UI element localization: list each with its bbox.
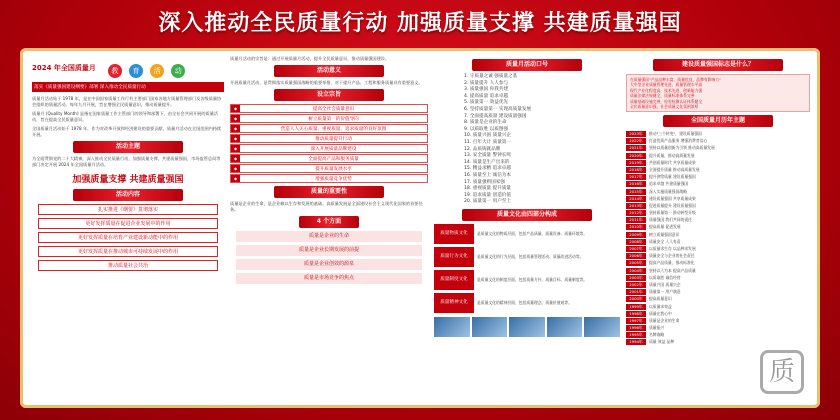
chip-3: 活 <box>150 64 164 78</box>
timeline-text: 名牌战略 <box>649 332 665 338</box>
timeline-year: 2019年 <box>626 160 646 166</box>
slogan-item: 13. 安全质量 警钟长鸣 <box>464 153 511 159</box>
four-head: 4 个方面 <box>299 216 359 228</box>
slogan-item: 8. 质量是企业的生命 <box>464 120 507 126</box>
purpose-label: 营造人人关心质量、重视质量、追求质量的良好氛围 <box>280 126 387 132</box>
timeline-text: 坚持质量第一 推动转型升级 <box>649 210 696 216</box>
purpose-item <box>230 164 428 173</box>
timeline-year: 2018年 <box>626 167 646 173</box>
timeline-row <box>626 174 810 181</box>
sign-item: 大中型企业质量管理先进，质量管理水平高 <box>630 82 703 88</box>
timeline-year: 2004年 <box>626 268 646 274</box>
chip-2: 育 <box>129 64 143 78</box>
timeline-text: 质量是企业的生命 <box>649 317 680 323</box>
timeline-row <box>626 289 810 296</box>
purpose-item <box>230 174 428 183</box>
timeline-text: 坚持以质量创新为引领 推动高质量发展 <box>649 145 715 151</box>
timeline-text: 推动"三个转变"，建设质量强国 <box>649 131 702 137</box>
timeline-year: 2022年 <box>626 138 646 144</box>
purpose-label: 提升质量发展水平 <box>315 166 352 172</box>
column-4 <box>626 56 810 402</box>
culture-label: 质量行为文化 <box>434 247 474 267</box>
content-item: 扎实推进《纲要》贯彻落实 <box>38 204 218 215</box>
timeline-year: 2009年 <box>626 232 646 238</box>
timeline-row <box>626 152 810 159</box>
photo-tile <box>509 317 545 337</box>
slogan-item: 4. 提高质量 追求卓越 <box>464 93 509 99</box>
timeline-year: 2006年 <box>626 253 646 259</box>
sign-head: 建设质量强国标志是什么？ <box>653 59 783 71</box>
sign-item: 在质量强国"产品品种丰富，质量优良，品牌有影响力" <box>630 77 721 82</box>
bullet-marker: ◆ <box>231 155 240 162</box>
timeline-year: 2001年 <box>626 289 646 295</box>
c2-intro: 质量月活动的宗旨是：通过开展质量月活动，提升全民质量意识，推动质量强国建设。 <box>230 56 390 61</box>
slogan-item: 17. 质量强则国家强 <box>464 179 505 185</box>
timeline-year: 1995年 <box>626 332 646 338</box>
four-item: 质量是企业创效的源泉 <box>236 259 422 270</box>
timeline-year: 2014年 <box>626 196 646 202</box>
timeline-year: 2015年 <box>626 189 646 195</box>
month-para3: 全国质量月活动始于 1978 年，作为对改革开放和经济建设的重要贡献，质量月活动在全国范围内持续开展。 <box>32 126 222 137</box>
timeline-text: 质量在我心中 <box>649 310 672 316</box>
culture-body: 是质量文化的精神层面，包括质量理念、质量价值观等。 <box>477 300 572 306</box>
timeline-text: 质量安全与企业的社会责任 <box>649 253 695 259</box>
timeline-text: 质量第一 用户满意 <box>649 289 681 295</box>
timeline-year: 2017年 <box>626 174 646 180</box>
timeline-text: 质量兴国 质量兴企 <box>649 281 681 287</box>
timeline-year: 2000年 <box>626 296 646 302</box>
timeline-text: 提升供给质量 建设质量强国 <box>649 174 696 180</box>
purpose-item <box>230 124 428 133</box>
culture-body: 是质量文化的物质层面，包括产品质量、质量设备、质量环境等。 <box>477 231 588 237</box>
timeline-year: 2007年 <box>626 246 646 252</box>
culture-label: 质量精神文化 <box>434 293 474 313</box>
photo-tile <box>472 317 508 337</box>
chip-4: 动 <box>171 64 185 78</box>
timeline-text: 坚持以人为本 提高产品质量 <box>649 267 696 273</box>
purpose-label: 推动质量提升行动 <box>315 136 352 142</box>
slogan-item: 19. 追求质量 创造价值 <box>464 192 511 198</box>
timeline-year: 1998年 <box>626 311 646 317</box>
slogan-item: 5. 质量第一 效益优先 <box>464 100 509 106</box>
timeline-year: 2002年 <box>626 282 646 288</box>
timeline-row <box>626 195 810 202</box>
meaning-head: 活动意义 <box>274 65 384 77</box>
slogan-head: 质量月活动口号 <box>472 59 582 71</box>
culture-body: 是质量文化的制度层面，包括质量方针、质量目标、质量制度等。 <box>477 277 588 283</box>
timeline-row <box>626 130 810 137</box>
slogan-item: 20. 质量第一 用户至上 <box>464 199 511 205</box>
timeline-row <box>626 159 810 166</box>
timeline-year: 2012年 <box>626 210 646 216</box>
column-1 <box>32 56 224 402</box>
timeline-row <box>626 238 810 245</box>
content-item: 更好发挥质量在培育产业建设新动能中的作用 <box>38 232 218 243</box>
four-item: 质量是企业长期发展的前提 <box>236 245 422 256</box>
four-item: 质量是市场竞争的焦点 <box>236 273 422 284</box>
theme-slogan: 加强质量支撑 共建质量强国 <box>72 175 184 185</box>
slogan-item: 15. 精益求精 追求卓越 <box>464 166 511 172</box>
purpose-item <box>230 114 428 123</box>
timeline-row <box>626 260 810 267</box>
month-para2: 质量月 (Quality Month) 是指在国家质量工作主管部门的领导和部署下，由全社会共同开展的质量活动，旨在提高全民质量意识。 <box>32 111 219 122</box>
culture-body: 是质量文化的行为层面，包括质量管理活动、质量改进活动等。 <box>477 254 584 260</box>
timeline-text: 质量 效益 品种 <box>649 339 675 345</box>
culture-row <box>434 224 620 244</box>
column-3 <box>434 56 620 402</box>
timeline-text: 促进质量提升 建设质量强国 <box>649 202 696 208</box>
culture-row <box>434 270 620 290</box>
month-header <box>32 58 224 78</box>
quality-stamp-icon: 质 <box>760 350 804 394</box>
timeline-text: 深入实施质量强国战略 <box>649 188 687 194</box>
timeline-row <box>626 224 810 231</box>
four-item: 质量是企业的生命 <box>236 231 422 242</box>
bullet-marker: ◆ <box>231 145 240 152</box>
timeline-row <box>626 138 810 145</box>
slogan-list <box>434 74 620 206</box>
slogan-item: 12. 品质铸就品牌 <box>464 146 501 152</box>
bullet-marker: ◆ <box>231 175 240 182</box>
timeline-year: 1999年 <box>626 304 646 310</box>
timeline-text: 打造优质产品服务 增强消费者信心 <box>649 138 708 144</box>
importance-head: 质量的重要性 <box>274 186 384 198</box>
timeline-row <box>626 202 810 209</box>
timeline-row <box>626 210 810 217</box>
culture-row <box>434 293 620 313</box>
content-item: 更好发挥质量在推动城市可持续发展中的作用 <box>38 246 218 257</box>
timeline-text: 提高质量意识 <box>649 296 672 302</box>
content-head: 活动内容 <box>73 189 183 201</box>
timeline-text: 提升质量，推动高质量发展 <box>649 152 695 158</box>
sign-item: 质量法律法规健全，质量标准体系完善 <box>630 93 695 99</box>
timeline-year: 2023年 <box>626 131 646 137</box>
timeline-year: 1996年 <box>626 325 646 331</box>
bullet-marker: ◆ <box>231 105 240 112</box>
timeline-year: 2013年 <box>626 203 646 209</box>
bullet-marker: ◆ <box>231 125 240 132</box>
timeline-year: 2003年 <box>626 275 646 281</box>
timeline-year: 2005年 <box>626 260 646 266</box>
slogan-item: 6. 坚持质量第一 实现高质量发展 <box>464 106 532 112</box>
sign-item: 全民质量意识强，社会质量文化氛围浓厚 <box>630 104 699 110</box>
timeline-row <box>626 188 810 195</box>
main-title: 深入推动全民质量行动 加强质量支撑 共建质量强国 <box>158 11 682 36</box>
timeline-year: 2016年 <box>626 181 646 187</box>
purpose-item <box>230 104 428 113</box>
timeline-row <box>626 303 810 310</box>
timeline-row <box>626 217 810 224</box>
timeline-year: 2011年 <box>626 217 646 223</box>
timeline-row <box>626 339 810 346</box>
sign-list <box>626 74 810 112</box>
purpose-label: 提高全社会质量意识 <box>312 106 355 112</box>
month-subhead: 落实《质量强国建设纲要》部署 深入推动全民质量行动 <box>32 82 224 92</box>
bullet-marker: ◆ <box>231 165 240 172</box>
sign-item: 现代产业化程度高，技术先进，创新能力强 <box>630 87 703 93</box>
timeline-row <box>626 145 810 152</box>
culture-head: 质量文化由四部分构成 <box>462 209 592 221</box>
timeline-text: 质量安全 人人有责 <box>649 238 681 244</box>
month-intro: 质量月活动始于 1978 年，是在中国国家质量工作行有主要部门国家各地方质量管理部门及各级质量协会组织的质量活动。每年九月开展，旨在增强全民质量意识，推动质量提升。 <box>32 96 222 107</box>
timeline-row <box>626 231 810 238</box>
theme-text: 为全面贯彻党的二十大精神，深入推动全民质量行动，加强质量支撑，共建质量强国，市场监管总局等部门决定开展 2024 年全国质量月活动。 <box>32 156 221 167</box>
timeline-row <box>626 296 810 303</box>
culture-label: 质量物质文化 <box>434 224 474 244</box>
timeline-text: 以质量求生存 以品种求发展 <box>649 246 696 252</box>
purpose-label: 全面提高产品和服务质量 <box>308 156 359 162</box>
bullet-marker: ◆ <box>231 135 240 142</box>
timeline-year: 2008年 <box>626 239 646 245</box>
photo-tile <box>584 317 620 337</box>
timeline-text: 建设质量强国 共享质量成果 <box>649 195 696 201</box>
chip-group <box>106 58 185 78</box>
timeline-row <box>626 332 810 339</box>
timeline-year: 2020年 <box>626 153 646 159</box>
timeline-row <box>626 310 810 317</box>
timeline-row <box>626 325 810 332</box>
timeline-row <box>626 245 810 252</box>
timeline-row <box>626 267 810 274</box>
theme-timeline <box>626 130 810 346</box>
month-title: 2024 年全国质量月 <box>32 64 96 72</box>
meaning-text: 开展质量月活动，是贯彻落实质量强国战略的重要举措，对于提升产品、工程和服务质量具有重要意义。 <box>230 80 423 85</box>
timeline-row <box>626 253 810 260</box>
slogan-item: 7. 全面提高质量 建设质量强国 <box>464 113 527 119</box>
content-item: 更好发挥质量在促进企业发展中的作用 <box>38 218 218 229</box>
slogan-item: 10. 质量兴国 质量兴企 <box>464 133 511 139</box>
purpose-label: 增强质量竞争优势 <box>315 176 352 182</box>
timeline-year: 2021年 <box>626 145 646 151</box>
timeline-text: 共创质量时代 共享质量成果 <box>649 159 696 165</box>
slogan-item: 16. 质量至上 诚信为本 <box>464 172 511 178</box>
timeline-text: 以质取胜 诚信经营 <box>649 274 681 280</box>
sign-item: 质量基础设施完善，检验检测认证体系健全 <box>630 98 703 104</box>
timeline-text: 全面提升质量 推动高质量发展 <box>649 166 700 172</box>
bullet-marker: ◆ <box>231 115 240 122</box>
timeline-year: 1994年 <box>626 339 646 345</box>
timeline-year: 1997年 <box>626 318 646 324</box>
timeline-row <box>626 181 810 188</box>
purpose-item <box>230 134 428 143</box>
photo-tile <box>547 317 583 337</box>
timeline-text: 提高质量 促进发展 <box>649 224 681 230</box>
timeline-text: 提高产品质量，推动标准化 <box>649 260 695 266</box>
purpose-label: 树立质量第一的价值导向 <box>308 116 359 122</box>
photo-grid <box>434 317 620 337</box>
timeline-row <box>626 274 810 281</box>
chip-1: 教 <box>108 64 122 78</box>
culture-label: 质量制度文化 <box>434 270 474 290</box>
content-item: 推动质量社会共治 <box>38 260 218 271</box>
timeline-text: 树立质量强国意识 <box>649 231 680 237</box>
timeline-year: 2010年 <box>626 224 646 230</box>
timeline-text: 追求卓越 共建质量强国 <box>649 181 689 187</box>
slogan-item: 2. 质量提升 人人参与 <box>464 80 509 86</box>
column-2 <box>230 56 428 402</box>
importance-text: 质量是企业的生命，是企业赖以生存和发展的基础。高质量发展是全面建设社会主义现代化国家的首要任务。 <box>230 201 423 212</box>
timeline-text: 以质量求效益 <box>649 303 672 309</box>
slogan-item: 14. 质量是生产出来的 <box>464 159 510 165</box>
purpose-item <box>230 154 428 163</box>
history-head: 全国质量月历年主题 <box>663 115 773 127</box>
timeline-row <box>626 281 810 288</box>
purpose-item <box>230 144 428 153</box>
slogan-item: 3. 质量强国 你我共建 <box>464 87 509 93</box>
timeline-row <box>626 317 810 324</box>
content-panel <box>20 48 820 408</box>
purpose-label: 深入开展质量品牌建设 <box>310 146 357 152</box>
timeline-text: 质量强国 我们共同的责任 <box>649 217 692 223</box>
culture-row <box>434 247 620 267</box>
theme-head: 活动主题 <box>73 141 183 153</box>
slogan-item: 18. 重视质量 提升质量 <box>464 186 511 192</box>
slogan-item: 11. 百年大计 质量第一 <box>464 139 511 145</box>
photo-tile <box>434 317 470 337</box>
purpose-head: 设立宗旨 <box>274 89 384 101</box>
timeline-row <box>626 166 810 173</box>
slogan-item: 1. 守质量之诚 强质量之基 <box>464 74 518 79</box>
timeline-text: 质量振兴 <box>649 325 665 331</box>
slogan-item: 9. 以质取胜 以质图强 <box>464 126 509 132</box>
